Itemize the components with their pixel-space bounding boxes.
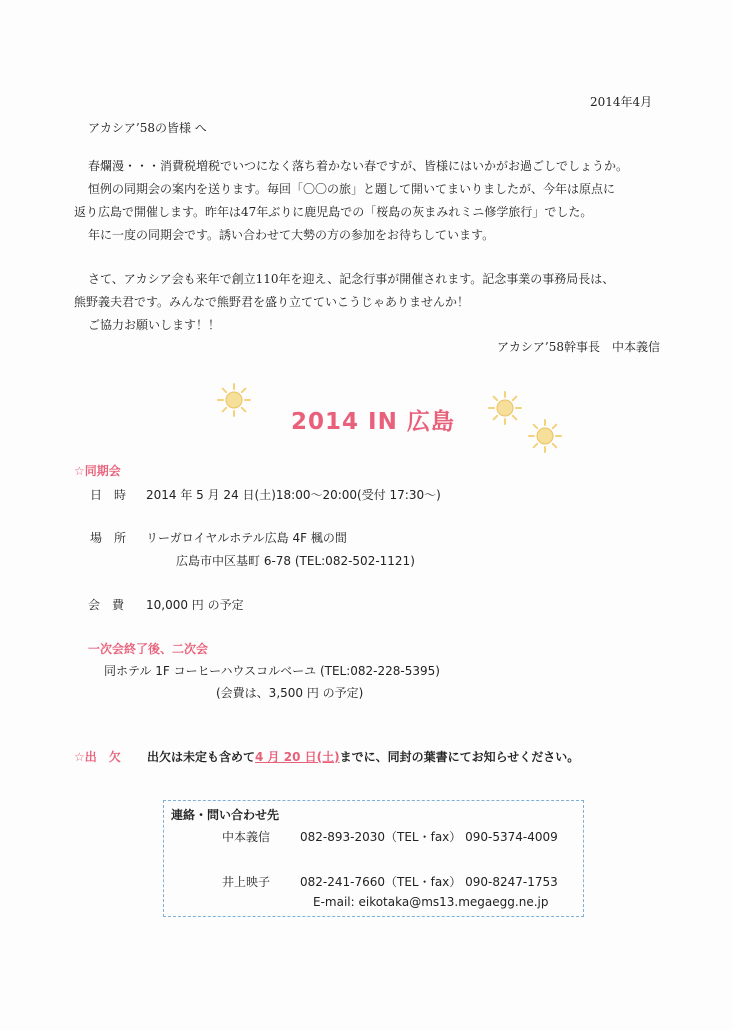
contact-title: 連絡・問い合わせ先 <box>171 808 280 822</box>
letter-line: 年に一度の同期会です。誘い合わせて大勢の方の参加をお待ちしています。 <box>88 228 495 242</box>
second-party-venue: 同ホテル 1F コーヒーハウスコルベーユ (TEL:082-228-5395) <box>104 664 440 678</box>
rsvp-text <box>147 748 579 765</box>
letter-line: さて、アカシア会も来年で創立110年を迎え、記念行事が開催されます。記念事業の事務局長は、 <box>88 272 615 286</box>
rsvp-deadline: 4 月 20 日(土) <box>255 750 340 764</box>
rsvp-text-before: 出欠は未定も含めて <box>147 750 256 764</box>
letter-line: ご協力お願いします！！ <box>88 318 221 332</box>
venue-address: 広島市中区基町 6-78 (TEL:082-502-1121) <box>176 554 415 568</box>
datetime-label: 日 時 <box>90 488 127 502</box>
letter-line: 熊野義夫君です。みんなで熊野君を盛り立てていこうじゃありませんか！ <box>74 295 470 309</box>
fee-label: 会 費 <box>88 598 125 612</box>
second-party-fee: (会費は、3,500 円 の予定) <box>216 686 364 700</box>
contact-name: 中本義信 <box>222 830 271 844</box>
rsvp-text-after: までに、同封の葉書にてお知らせください。 <box>339 750 580 764</box>
fee-value: 10,000 円 の予定 <box>146 598 244 612</box>
event-title: 2014 IN 広島 <box>291 409 455 435</box>
venue-value: リーガロイヤルホテル広島 4F 楓の間 <box>146 531 347 545</box>
letter-date: 2014年4月 <box>590 95 653 109</box>
addressee: アカシア’58の皆様 へ <box>88 121 207 135</box>
contact-name: 井上映子 <box>222 875 271 889</box>
sun-icon <box>216 382 252 418</box>
signature: アカシア’58幹事長 中本義信 <box>497 340 660 354</box>
contact-email: E-mail: eikotaka@ms13.megaegg.ne.jp <box>313 895 549 909</box>
sun-icon <box>487 390 523 426</box>
letter-line: 恒例の同期会の案内を送ります。毎回「〇〇の旅」と題して開いてまいりましたが、今年は原点に <box>88 182 616 196</box>
contact-detail: 082-893-2030（TEL・fax） 090-5374-4009 <box>300 830 558 844</box>
letter-line: 返り広島で開催します。昨年は47年ぶりに鹿児島での「桜島の灰まみれミニ修学旅行」でした。 <box>74 205 593 219</box>
rsvp-label: ☆出 欠 <box>74 750 121 764</box>
datetime-value: 2014 年 5 月 24 日(土)18:00～20:00(受付 17:30～) <box>146 488 441 502</box>
letter-line: 春爛漫・・・消費税増税でいつになく落ち着かない春ですが、皆様にはいかがお過ごしでしょうか。 <box>88 159 629 173</box>
sun-icon <box>527 418 563 454</box>
second-party-title: 一次会終了後、二次会 <box>88 642 209 656</box>
venue-label: 場 所 <box>90 531 127 545</box>
section-title: ☆同期会 <box>74 464 121 478</box>
contact-detail: 082-241-7660（TEL・fax） 090-8247-1753 <box>300 875 558 889</box>
